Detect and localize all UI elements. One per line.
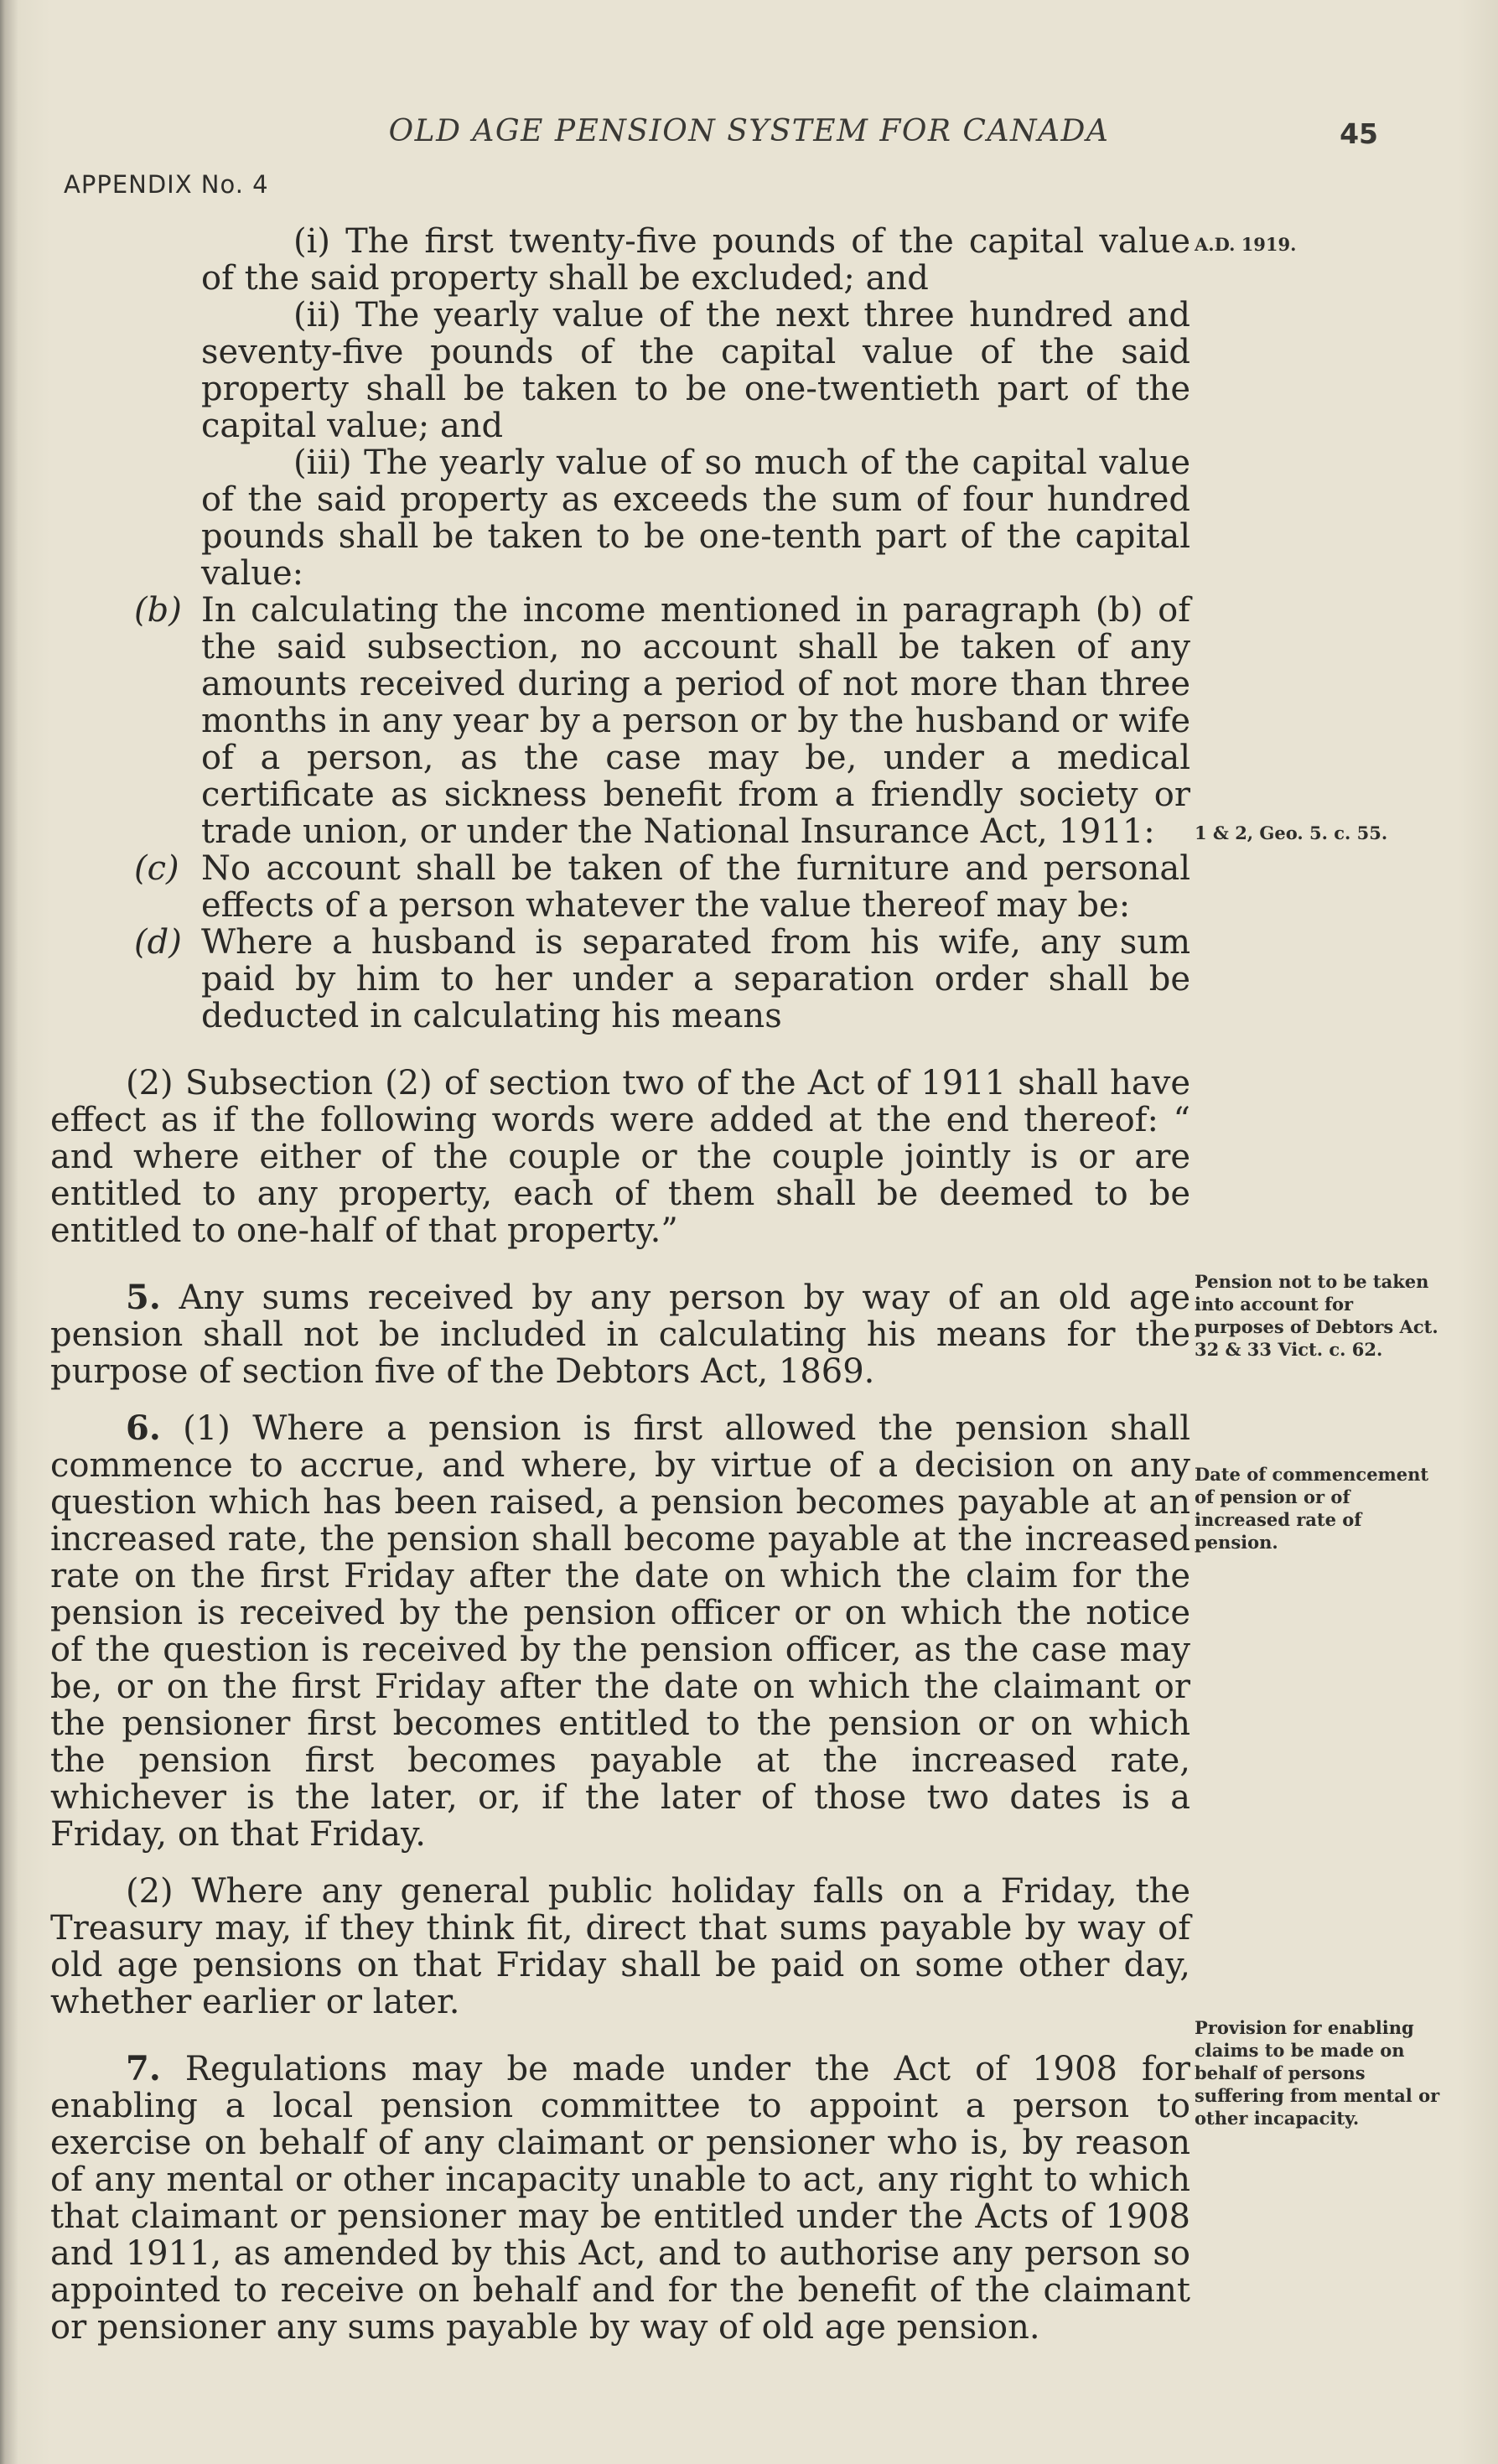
item-d-text: Where a husband is separated from his wife, any sum paid by him to her under a separation order shall be deducted in calculating his means: [201, 923, 1190, 1035]
running-head-title: OLD AGE PENSION SYSTEM FOR CANADA: [388, 114, 1110, 148]
item-iii: (iii) The yearly value of so much of the capital value of the said property as exceeds the sum of four hundred pounds shall be taken to be one-tenth part of the capital value:: [201, 444, 1190, 593]
section-5: [50, 1279, 1190, 1390]
section-5-number: 5.: [126, 1278, 161, 1317]
section-5-text: Any sums received by any person by way of an old age pension shall not be included in calculating his means for the purpose of section five of the Debtors Act, 1869.: [50, 1279, 1190, 1391]
page-number: 45: [1340, 117, 1378, 150]
item-d-label: (d): [134, 923, 182, 962]
item-c-label: (c): [134, 849, 179, 888]
item-d: [134, 923, 1190, 1035]
margin-note-section-6: Date of commencement of pension or of increased rate of pension.: [1195, 1464, 1429, 1553]
appendix-label: APPENDIX No. 4: [64, 170, 269, 199]
item-c: [134, 849, 1190, 925]
margin-note-insurance-act: 1 & 2, Geo. 5. c. 55.: [1195, 822, 1388, 843]
section-6-1-text: (1) Where a pension is first allowed the pension shall commence to accrue, and where, by virtue of a decision on any question which has been raised, a pension becomes payable at an increased rate, the pension shall become payable at the increased rate on the first Friday after the date on which the claim for the pension is received by the pension officer or on which the notice of the question is received by the pension officer, as the case may be, or on the first Friday after the date on which the claimant or the pensioner first becomes entitled to the pension or on which the pension first becomes payable at the increased rate, whichever is the later, or, if the later of those two dates is a Friday, on that Friday.: [50, 1409, 1191, 1854]
section-7: [50, 2051, 1190, 2346]
margin-note-year: A.D. 1919.: [1195, 234, 1297, 255]
item-ii: (ii) The yearly value of the next three hundred and seventy-five pounds of the capital value of the said property shall be taken to be one-twentieth part of the capital value; and: [201, 296, 1190, 445]
item-i: (i) The first twenty-five pounds of the capital value of the said property shall be excluded; and: [201, 222, 1190, 298]
item-b-text: In calculating the income mentioned in paragraph (b) of the said subsection, no account shall be taken of any amounts received during a period of not more than three months in any year by a person or by the husband or wife of a person, as the case may be, under a medical certificate as sickness benefit from a friendly society or trade union, or under the National Insurance Act, 1911:: [201, 591, 1190, 851]
section-7-text: Regulations may be made under the Act of 1908 for enabling a local pension committee to appoint a person to exercise on behalf of any claimant or pensioner who is, by reason of any mental or other incapacity unable to act, any right to which that claimant or pensioner may be entitled under the Acts of 1908 and 1911, as amended by this Act, and to authorise any person so appointed to receive on behalf and for the benefit of the claimant or pensioner any sums payable by way of old age pension.: [50, 2050, 1190, 2347]
item-b: [134, 591, 1190, 851]
section-6-1: [50, 1410, 1190, 1853]
item-c-text: No account shall be taken of the furniture and personal effects of a person whatever the value thereof may be:: [201, 849, 1190, 925]
section-6-2: (2) Where any general public holiday falls on a Friday, the Treasury may, if they think fit, direct that sums payable by way of old age pensions on that Friday shall be paid on some other day, whether earlier or later.: [50, 1872, 1190, 2021]
margin-note-section-5: Pension not to be taken into account for purposes of Debtors Act. 32 & 33 Vict. c. 62.: [1195, 1271, 1438, 1360]
subsection-2: (2) Subsection (2) of section two of the Act of 1911 shall have effect as if the following words were added at the end thereof: “ and where either of the couple or the couple jointly is or are entitled to any property, each of them shall be deemed to be entitled to one-half of that property.”: [50, 1064, 1190, 1250]
body-text: [50, 223, 1190, 2346]
section-6-number: 6.: [126, 1408, 161, 1448]
margin-note-section-7: Provision for enabling claims to be made on behalf of persons suffering from mental or other incapacity.: [1195, 2017, 1440, 2129]
section-7-number: 7.: [126, 2049, 161, 2088]
item-b-label: (b): [134, 591, 182, 630]
